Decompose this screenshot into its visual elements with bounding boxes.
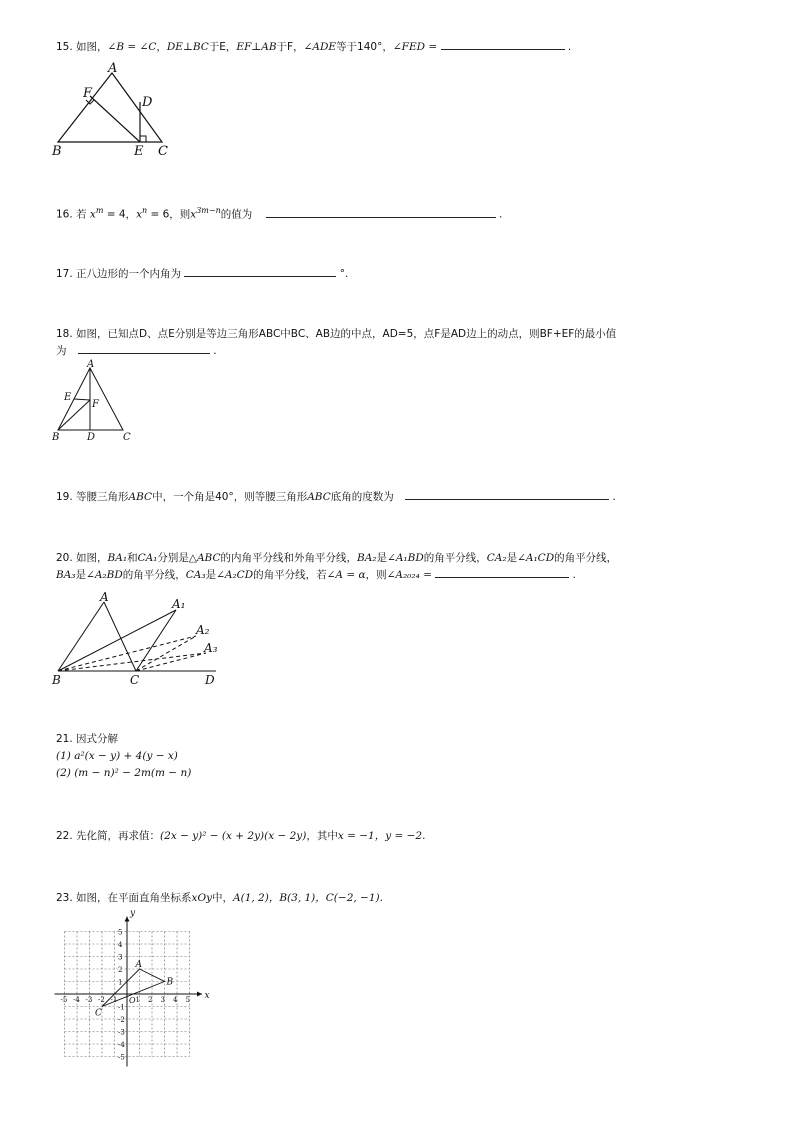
y-tick-label: 2 xyxy=(118,966,123,974)
question-16: 16. 若 $x^m = 4$，$x^n = 6$，则$x^{3m-n}$的值为 . xyxy=(56,206,503,221)
answer-blank[interactable] xyxy=(405,488,609,500)
x-tick-label: 4 xyxy=(173,996,178,1004)
question-15: 15. 如图，∠B = ∠C，DE⊥BC于E，EF⊥AB于F，∠ADE等于140°，∠FED = . xyxy=(56,38,571,55)
x-tick-label: -3 xyxy=(85,996,93,1004)
x-tick-label: -5 xyxy=(60,996,68,1004)
label-B: B xyxy=(52,144,62,159)
y-tick-label: -4 xyxy=(118,1041,125,1049)
question-19: 19. 等腰三角形ABC中，一个角是40°，则等腰三角形ABC底角的度数为 . xyxy=(56,488,616,505)
y-tick-label: -5 xyxy=(118,1053,125,1062)
y-tick-label: 5 xyxy=(118,928,123,937)
question-23: 23. 如图，在平面直角坐标系xOy中，A(1, 2)，B(3, 1)，C(−2, −1). xyxy=(56,892,383,904)
label-C: C xyxy=(123,432,131,443)
x-tick-label: -2 xyxy=(98,996,105,1004)
label-F: F xyxy=(83,86,93,101)
y-tick-label: -3 xyxy=(118,1028,125,1037)
label-D: D xyxy=(205,673,215,687)
point-A-label: A xyxy=(135,960,142,970)
label-D: D xyxy=(87,432,96,443)
q20-figure xyxy=(50,590,230,690)
q23-coordinate-grid xyxy=(50,908,210,1062)
label-E: E xyxy=(134,144,144,159)
label-B: B xyxy=(52,432,60,443)
x-axis-arrow xyxy=(197,992,202,997)
question-number: 15. xyxy=(56,41,73,53)
question-number: 19. xyxy=(56,491,73,503)
x-tick-label: 1 xyxy=(135,996,140,1004)
label-A2: A₂ xyxy=(196,623,210,637)
question-22: 22. 先化简，再求值：(2x − y)² − (x + 2y)(x − 2y)，其中x = −1，y = −2. xyxy=(56,830,426,842)
origin-label: O xyxy=(129,996,136,1005)
question-number: 17. xyxy=(56,268,73,280)
label-A1: A₁ xyxy=(172,597,186,611)
label-A: A xyxy=(108,61,118,76)
answer-blank[interactable] xyxy=(78,342,210,354)
question-number: 20. xyxy=(56,552,73,564)
label-A: A xyxy=(100,590,109,604)
x-tick-label: 3 xyxy=(160,996,165,1004)
y-axis-arrow xyxy=(125,917,130,922)
y-axis-label: y xyxy=(130,908,136,919)
question-21: 21. 因式分解 (1) a²(x − y) + 4(y − x) (2) (m − n)² − 2m(m − n) xyxy=(56,733,192,779)
x-tick-label: 5 xyxy=(185,996,190,1004)
x-tick-label: -4 xyxy=(73,996,80,1004)
label-D: D xyxy=(142,95,153,110)
y-tick-label: -1 xyxy=(118,1003,125,1012)
answer-blank[interactable] xyxy=(435,566,569,578)
q18-figure xyxy=(50,358,140,448)
question-number: 23. xyxy=(56,892,73,904)
x-tick-label: 2 xyxy=(148,996,153,1004)
question-17: 17. 正八边形的一个内角为 °. xyxy=(56,265,348,282)
label-C: C xyxy=(158,144,168,159)
part-1: (1) a²(x − y) + 4(y − x) xyxy=(56,750,178,762)
label-B: B xyxy=(52,673,61,687)
answer-blank[interactable] xyxy=(266,206,496,218)
answer-blank[interactable] xyxy=(184,265,336,277)
y-tick-label: 1 xyxy=(118,978,123,987)
question-18: 18. 如图，已知点D、点E分别是等边三角形ABC中BC、AB边的中点，AD=5，点F是AD边上的动点，则BF+EF的最小值 为 . xyxy=(56,328,617,357)
question-number: 22. xyxy=(56,830,73,842)
part-2: (2) (m − n)² − 2m(m − n) xyxy=(56,767,192,779)
q15-figure xyxy=(50,62,180,162)
point-B-label: B xyxy=(166,977,174,988)
question-number: 16. xyxy=(56,208,73,221)
y-tick-label: 4 xyxy=(118,941,123,949)
label-C: C xyxy=(130,673,140,687)
label-A: A xyxy=(87,359,95,370)
x-tick-label: -1 xyxy=(110,996,118,1004)
x-axis-label: x xyxy=(204,991,210,1001)
y-tick-label: -2 xyxy=(118,1016,125,1024)
question-number: 21. xyxy=(56,733,73,745)
y-tick-label: 3 xyxy=(118,953,123,962)
label-A3: A₃ xyxy=(204,641,218,655)
question-number: 18. xyxy=(56,328,73,340)
answer-blank[interactable] xyxy=(441,38,565,50)
point-C-label: C xyxy=(95,1008,102,1019)
label-F: F xyxy=(92,399,99,410)
label-E: E xyxy=(64,392,72,403)
question-20: 20. 如图，BA₁和CA₁分别是△ABC的内角平分线和外角平分线，BA₂是∠A₁BD的角平分线，CA₂是∠A₁CD的角平分线， BA₃是∠A₂BD的角平分线，CA₃是∠A₂CD的角平分线，若∠A = α，则∠A₂₀₂₄ = . xyxy=(56,552,618,581)
